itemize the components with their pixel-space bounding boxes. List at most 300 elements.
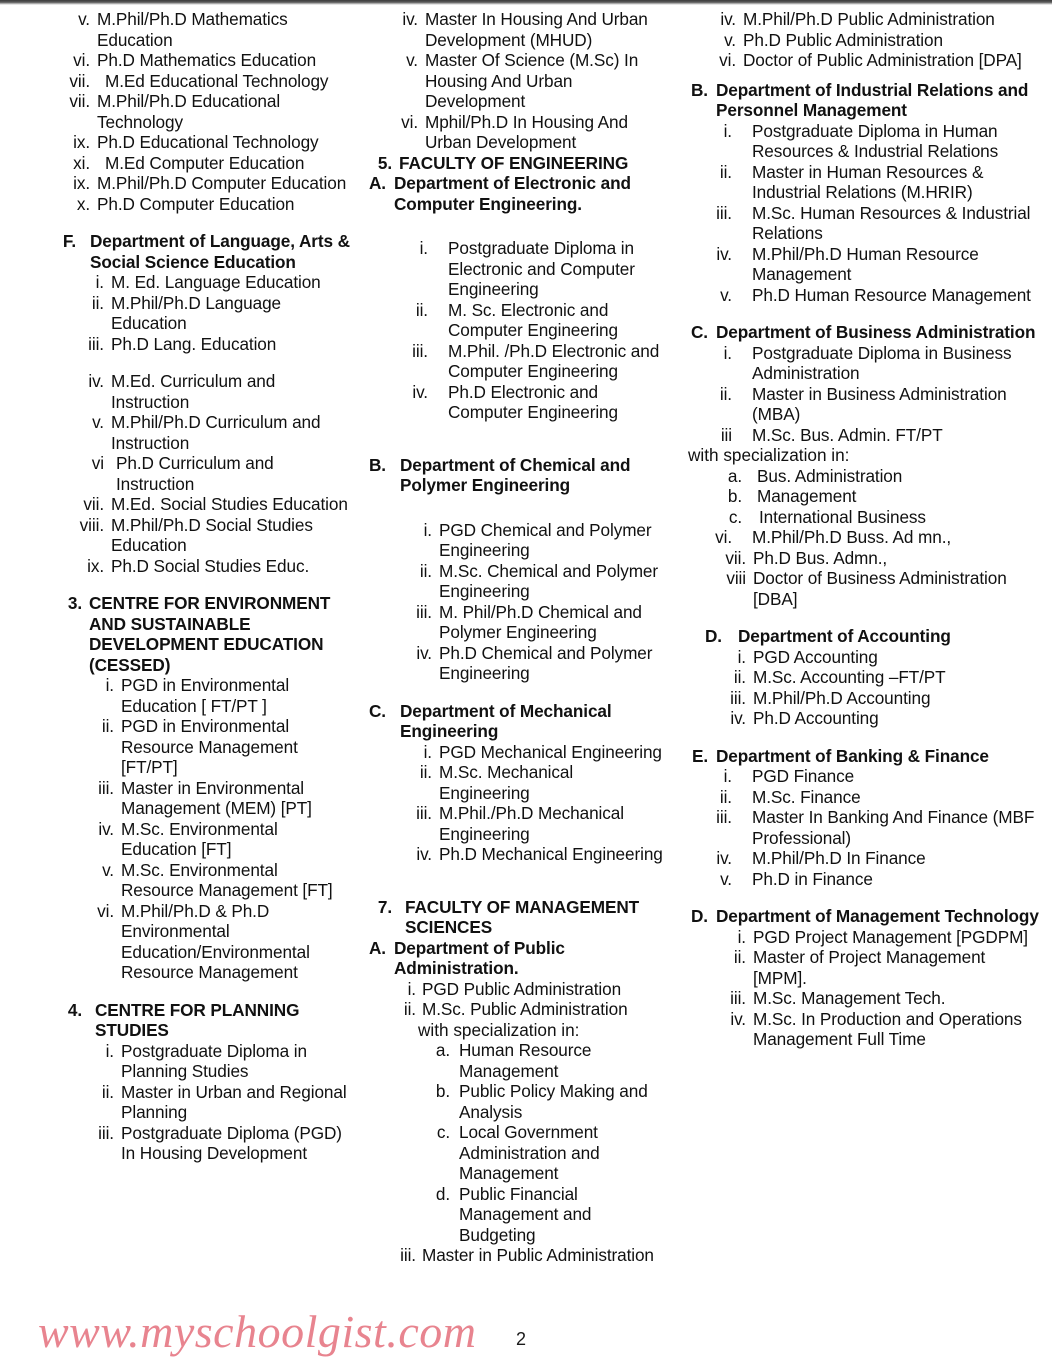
list-text: Ph.D Bus. Admn., (753, 547, 888, 568)
list-marker: i. (723, 342, 732, 363)
list-text: Ph.D Social Studies Educ. (111, 555, 310, 576)
list-item (398, 238, 664, 300)
list-text-line: M.Phil/Ph.D Buss. Ad mn., (752, 527, 952, 547)
list-marker: vii. (69, 91, 90, 111)
list-marker: iii. (400, 1245, 416, 1265)
list-text: Master in Environmental Management (MEM) [PT] (121, 777, 312, 818)
list-item (80, 1123, 352, 1164)
list-item (702, 766, 1042, 787)
section-heading (366, 153, 664, 174)
list-marker: ii. (419, 762, 432, 782)
list-marker: i. (737, 646, 746, 667)
list-item (384, 50, 664, 112)
list-text: M.Sc. Chemical and Polymer Engineering (439, 560, 658, 601)
list-marker: i. (407, 978, 416, 999)
list-marker: iv. (88, 371, 104, 391)
list-marker: ii. (101, 716, 114, 736)
list-item (712, 927, 1042, 948)
list-marker: d. (435, 1183, 450, 1204)
list-text: Ph.D Human Resource Management (752, 284, 1031, 305)
list-marker: iii. (416, 601, 432, 622)
list-marker: i. (723, 766, 732, 786)
list-item (384, 9, 664, 50)
list-text: Ph.D Computer Education (97, 193, 295, 214)
section-heading (56, 593, 352, 675)
list-marker: vi. (73, 50, 90, 70)
list-text: Master of Project Management [MPM]. (753, 947, 986, 988)
section-4-planning-studies (56, 1000, 352, 1164)
list-text: Ph.D Mechanical Engineering (439, 844, 663, 864)
list-text: M.Sc. Finance (752, 786, 861, 807)
list-text: M.Phil/Ph.D Accounting (753, 687, 931, 708)
list-marker: i. (723, 120, 732, 141)
list-marker: ii. (719, 161, 732, 182)
list-marker: iv. (98, 818, 114, 839)
list-text: M.Sc. Human Resources & Industrial Relations (752, 202, 1031, 243)
list-marker: iv. (402, 9, 418, 29)
department-heading (366, 938, 664, 979)
list-item (56, 50, 352, 71)
heading-marker: A. (369, 173, 386, 193)
list-text: Public Policy Making and Analysis (459, 1081, 648, 1122)
list-text: PGD Chemical and Polymer Engineering (439, 519, 652, 560)
list-text: M.Phil/Ph.D Educational Technology (97, 91, 281, 132)
list-marker: ii. (403, 999, 416, 1019)
section-heading (56, 1000, 352, 1041)
list-marker: vii. (725, 547, 746, 568)
list-text: Ph.D Mathematics Education (97, 50, 317, 70)
heading-text: Department of Electronic and Computer Engineering. (394, 173, 631, 214)
list-item (56, 153, 352, 174)
list-marker: iii. (98, 1122, 114, 1143)
list-text: Master in Urban and Regional Planning (121, 1081, 347, 1122)
list-item (712, 947, 1042, 988)
list-item (712, 688, 1042, 709)
list-marker: iii. (730, 988, 746, 1008)
column-3 (670, 5, 1052, 1050)
section-3-cessed (56, 593, 352, 983)
list-marker: iii. (412, 340, 428, 361)
list-marker: ii. (719, 383, 732, 404)
list-text: M.Sc. Public Administration (422, 999, 628, 1019)
section-heading (366, 897, 664, 938)
list-marker: v. (724, 29, 736, 50)
list-text: PGD Mechanical Engineering (439, 741, 662, 762)
list-item (702, 787, 1042, 808)
list-item (70, 371, 352, 412)
list-item (56, 71, 352, 92)
list-text: M. Sc. Electronic and Computer Engineering (448, 299, 618, 340)
heading-marker: A. (369, 937, 386, 958)
heading-text: Department of Accounting (738, 626, 951, 646)
list-item (702, 285, 1042, 306)
list-text: M.Phil. /Ph.D Electronic and Computer Engineering (448, 340, 660, 381)
department-d-management-technology (688, 906, 1042, 1050)
spacer (688, 729, 1042, 746)
heading-text: FACULTY OF ENGINEERING (399, 152, 629, 173)
list-text: Ph.D Curriculum and Instruction (116, 453, 274, 494)
list-marker: v. (78, 9, 90, 29)
heading-marker: D. (691, 906, 708, 926)
list-text: M.Phil/Ph.D Social Studies Education (111, 514, 313, 555)
department-heading (702, 626, 1042, 647)
list-marker: v. (406, 50, 418, 70)
list-marker: iv. (716, 848, 732, 868)
list-text: M. Phil/Ph.D Chemical and Polymer Engineering (439, 601, 642, 642)
department-heading (688, 746, 1042, 767)
specialization-label: with specialization in: (688, 445, 850, 465)
list-item (398, 341, 664, 382)
list-text: Master in Business Administration (MBA) (752, 383, 1007, 424)
list-marker: v. (720, 868, 732, 889)
list-item (722, 486, 1042, 507)
list-marker: i. (105, 675, 114, 695)
list-text: M.Phil/Ph.D Mathematics Education (97, 9, 288, 50)
list-item (702, 50, 1042, 71)
list-text: M.Sc. Mechanical Engineering (439, 762, 574, 803)
list-marker: iv. (720, 9, 736, 29)
list-item (702, 121, 1042, 162)
list-text: Doctor of Public Administration [DPA] (743, 50, 1022, 70)
list-text: Public Financial Management and Budgeting (459, 1183, 592, 1245)
list-marker: viii. (79, 514, 104, 535)
list-marker: i. (419, 238, 428, 258)
list-item (56, 132, 352, 153)
list-item (384, 1245, 664, 1266)
heading-marker: D. (705, 626, 722, 646)
list-item (398, 999, 664, 1020)
list-item (398, 602, 664, 643)
department-e-banking-finance (688, 746, 1042, 890)
document-page (0, 5, 1052, 1364)
department-heading (56, 231, 352, 272)
page-number: 2 (516, 1329, 527, 1349)
list-text: Ph.D Public Administration (743, 29, 943, 50)
list-item (398, 844, 664, 865)
list-marker: c. (728, 506, 742, 527)
column-2 (360, 5, 670, 1266)
list-item (70, 515, 352, 556)
list-text: Ph.D Educational Technology (97, 132, 319, 152)
list-item (712, 568, 1042, 609)
list-item (80, 819, 352, 860)
heading-text: Department of Mechanical Engineering (400, 700, 612, 741)
list-text: Ph.D in Finance (752, 868, 873, 889)
list-text: Master in Public Administration (422, 1245, 654, 1265)
list-text: Management (757, 486, 857, 506)
list-item (702, 343, 1042, 384)
list-item (702, 807, 1042, 848)
list-item (398, 979, 664, 1000)
heading-marker: 3. (67, 593, 82, 613)
list-item (702, 384, 1042, 425)
spacer (688, 305, 1042, 322)
list-item (702, 848, 1042, 869)
list-text: PGD Finance (752, 766, 855, 786)
spacer (688, 609, 1042, 626)
site-watermark: www.myschoolgist.com (38, 1306, 477, 1357)
list-item (398, 803, 664, 844)
list-marker: i. (105, 1040, 114, 1061)
department-heading (688, 906, 1042, 927)
list-text: Master In Housing And Urban Development (MHUD) (425, 9, 648, 50)
list-text: Postgraduate Diploma in Human Resources & Industrial Relations (752, 120, 999, 161)
heading-marker: E. (691, 745, 708, 766)
list-text: M.Phil/Ph.D In Finance (752, 848, 926, 868)
list-marker: b. (435, 1081, 450, 1101)
continued-list-housing (384, 9, 664, 153)
list-text: M.Phil/Ph.D Curriculum and Instruction (111, 412, 321, 453)
list-item (702, 162, 1042, 203)
list-marker: iii. (730, 687, 746, 708)
list-item (80, 860, 352, 901)
list-text: M.Ed. Social Studies Education (111, 494, 348, 514)
heading-text: Department of Banking & Finance (716, 745, 989, 766)
list-item (56, 9, 352, 50)
list-marker: iii (720, 424, 732, 445)
list-text: M.Sc. In Production and Operations Management Full Time (753, 1008, 1022, 1049)
list-item (712, 988, 1042, 1009)
list-text: Postgraduate Diploma in Electronic and Computer Engineering (448, 238, 635, 299)
list-text: Human Resource Management (459, 1040, 592, 1081)
list-marker: c. (436, 1122, 450, 1142)
list-item (70, 272, 352, 293)
list-marker: iii. (716, 807, 732, 827)
list-text: Postgraduate Diploma in Business Administration (752, 342, 1012, 383)
list-item (56, 91, 352, 132)
list-text (752, 527, 1042, 548)
list-marker: ii. (719, 786, 732, 807)
list-item (80, 778, 352, 819)
spacer (56, 983, 352, 1000)
list-marker: iii. (716, 202, 732, 223)
list-item (722, 466, 1042, 487)
list-text: PGD in Environmental Education [ FT/PT ] (121, 675, 290, 716)
list-marker: i. (423, 741, 432, 762)
heading-marker: B. (369, 454, 386, 475)
list-marker: v. (720, 284, 732, 305)
list-marker: ii. (733, 667, 746, 687)
list-marker: a. (435, 1040, 450, 1060)
section-7-faculty-management-sciences (369, 896, 664, 1266)
list-item (712, 647, 1042, 668)
list-text: PGD Project Management [PGDPM] (753, 926, 1028, 947)
list-item (398, 742, 664, 763)
list-text: M.Phil/Ph.D Human Resource Management (752, 243, 979, 284)
list-text: Bus. Administration (757, 465, 903, 486)
list-text: M.Phil/Ph.D Computer Education (97, 173, 347, 193)
heading-marker: C. (369, 700, 386, 721)
list-marker: viii (726, 568, 746, 588)
list-text: Master Of Science (M.Sc) In Housing And Urban Development (425, 50, 639, 111)
list-marker: ix. (87, 555, 104, 576)
list-text: Master in Human Resources & Industrial Relations (M.HRIR) (752, 161, 984, 202)
list-marker: i. (737, 926, 746, 947)
list-marker: vi (91, 453, 104, 473)
list-marker: a. (727, 465, 742, 486)
list-marker: iv. (416, 642, 432, 663)
list-item (70, 412, 352, 453)
list-marker: ii. (419, 560, 432, 581)
continued-list-education (56, 9, 352, 214)
list-text: Postgraduate Diploma (PGD) In Housing Development (121, 1122, 342, 1163)
list-text: M.Sc. Environmental Resource Management [FT] (121, 859, 333, 900)
list-text: M.Sc. Accounting –FT/PT (753, 667, 946, 687)
list-item (56, 194, 352, 215)
list-item (702, 244, 1042, 285)
list-marker: vii. (69, 70, 90, 91)
list-item (398, 520, 664, 561)
list-item (80, 1041, 352, 1082)
list-marker: vi. (715, 527, 732, 547)
heading-text: CENTRE FOR PLANNING STUDIES (95, 999, 300, 1040)
list-marker: x. (76, 193, 90, 214)
list-marker: i. (423, 519, 432, 540)
list-marker: iii. (88, 333, 104, 354)
list-text: M.Phil/Ph.D Public Administration (743, 9, 995, 29)
list-marker: ii. (91, 292, 104, 313)
list-text: M.Sc. Environmental Education [FT] (121, 818, 278, 859)
list-item (712, 708, 1042, 729)
list-item (430, 1081, 664, 1122)
list-text: Mphil/Ph.D In Housing And Urban Development (425, 111, 628, 152)
list-text: Master In Banking And Finance (MBF Professional) (752, 807, 1035, 848)
list-item (398, 300, 664, 341)
list-item (56, 173, 352, 194)
list-text: Doctor of Business Administration [DBA] (753, 568, 1007, 609)
list-marker: iii. (98, 777, 114, 798)
list-text: M.Phil/Ph.D & Ph.D Environmental Education/Environmental Resource Management (121, 900, 310, 982)
list-marker: iv. (416, 844, 432, 864)
heading-text: CENTRE FOR ENVIRONMENT AND SUSTAINABLE DEVELOPMENT EDUCATION (CESSED) (89, 593, 331, 675)
list-text: Ph.D Electronic and Computer Engineering (448, 381, 618, 422)
department-heading (366, 173, 664, 214)
list-marker: v. (92, 412, 104, 432)
list-item (398, 643, 664, 684)
list-text: M.Sc. Bus. Admin. FT/PT (752, 424, 943, 445)
list-item (80, 1082, 352, 1123)
list-marker: vii. (83, 494, 104, 514)
list-item (702, 203, 1042, 244)
department-heading (688, 322, 1042, 343)
heading-marker: C. (691, 322, 708, 342)
department-d-accounting (688, 626, 1042, 729)
list-text: International Business (759, 506, 926, 527)
list-marker: vi. (97, 900, 114, 921)
department-c-business-administration (688, 322, 1042, 609)
department-heading (688, 80, 1042, 121)
department-f-language-arts (56, 231, 352, 576)
continued-list-public-administration (688, 9, 1042, 71)
heading-text: Department of Industrial Relations and Personnel Management (716, 79, 1029, 120)
list-text: Ph.D Accounting (753, 708, 879, 728)
list-text: M. Ed. Language Education (111, 272, 321, 292)
list-marker: ii. (101, 1081, 114, 1102)
spacer (688, 889, 1042, 906)
heading-text: Department of Language, Arts & Social Science Education (90, 231, 350, 272)
list-marker: ix. (73, 173, 90, 193)
list-item (398, 561, 664, 602)
list-item (712, 667, 1042, 688)
list-marker: vi. (401, 111, 418, 132)
heading-text: Department of Public Administration. (394, 937, 565, 978)
spacer (384, 423, 664, 455)
list-item (70, 293, 352, 334)
list-item (702, 9, 1042, 30)
list-item (70, 556, 352, 577)
list-item (712, 1009, 1042, 1050)
spacer (56, 354, 352, 371)
list-text: M.Sc. Management Tech. (753, 988, 946, 1008)
list-text: Ph.D Chemical and Polymer Engineering (439, 642, 653, 683)
heading-text: FACULTY OF MANAGEMENT SCIENCES (405, 896, 640, 937)
list-marker: ii. (733, 947, 746, 967)
list-text: Postgraduate Diploma in Planning Studies (121, 1040, 307, 1081)
heading-marker: B. (691, 79, 708, 100)
list-marker: iii. (416, 803, 432, 823)
heading-text: Department of Chemical and Polymer Engineering (400, 454, 631, 495)
list-item (430, 1040, 664, 1081)
department-heading (366, 701, 664, 742)
heading-marker: 7. (377, 896, 392, 917)
list-item (80, 901, 352, 983)
heading-text: Department of Business Administration (716, 322, 1036, 342)
list-marker: iv. (730, 708, 746, 728)
list-marker: iv. (716, 243, 732, 264)
list-text: M.Phil/Ph.D Language Education (111, 292, 281, 333)
spacer (688, 71, 1042, 80)
list-marker: xi. (73, 152, 90, 173)
department-b-industrial-relations (688, 80, 1042, 306)
list-item (712, 548, 1042, 569)
spacer (56, 214, 352, 231)
list-text: M.Ed Educational Technology (105, 70, 329, 91)
list-item (80, 675, 352, 716)
spacer (56, 576, 352, 593)
list-marker: ii. (415, 299, 428, 320)
list-marker: v. (102, 859, 114, 880)
spacer (384, 496, 664, 520)
list-marker: i. (95, 272, 104, 292)
spacer (384, 865, 664, 897)
list-text: PGD Accounting (753, 646, 878, 667)
column-1 (0, 5, 360, 1164)
list-item (702, 30, 1042, 51)
list-text: M.Ed Computer Education (105, 152, 305, 173)
heading-marker: 4. (67, 999, 82, 1020)
list-text: PGD Public Administration (422, 978, 622, 999)
list-marker: iv. (730, 1008, 746, 1029)
list-item (384, 112, 664, 153)
spacer (384, 684, 664, 701)
specialization-label: with specialization in: (418, 1019, 580, 1040)
list-item (70, 494, 352, 515)
heading-text: Department of Management Technology (716, 906, 1039, 926)
list-item (70, 334, 352, 355)
list-item (398, 382, 664, 423)
list-text: Ph.D Lang. Education (111, 333, 277, 354)
list-marker: vi. (719, 50, 736, 70)
section-5-faculty-engineering (369, 152, 664, 865)
list-item (722, 507, 1042, 528)
list-item (80, 716, 352, 778)
heading-marker: 5. (377, 152, 392, 173)
list-item (702, 425, 1042, 446)
list-marker: ix. (73, 132, 90, 152)
list-item (430, 1122, 664, 1184)
list-text: PGD in Environmental Resource Management [FT/PT] (121, 716, 298, 777)
spacer (384, 214, 664, 238)
